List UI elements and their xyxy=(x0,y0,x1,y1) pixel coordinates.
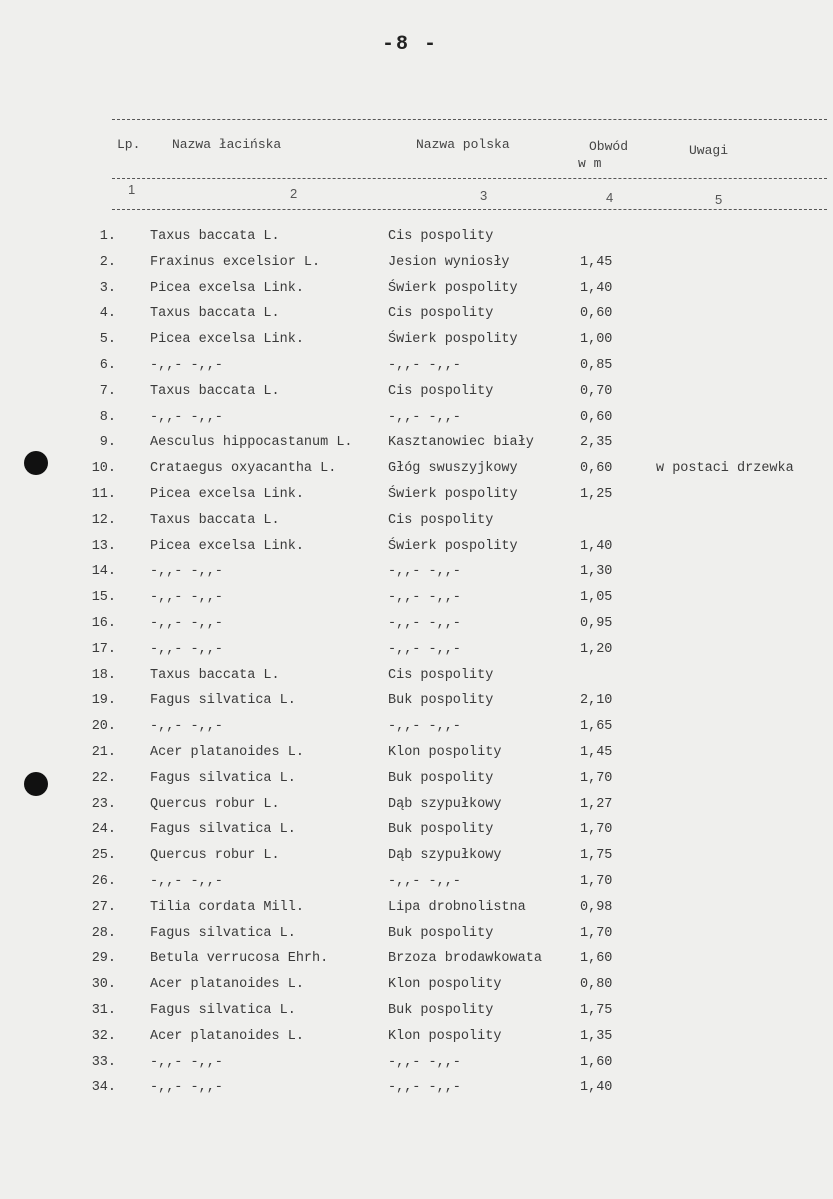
row-lp: 34. xyxy=(91,1080,116,1096)
table-row xyxy=(0,513,833,539)
row-obwod: 2,10 xyxy=(580,693,613,709)
row-latin: Tilia cordata Mill. xyxy=(150,899,304,915)
row-obwod: 0,98 xyxy=(580,899,613,915)
row-latin: -,,- -,,- xyxy=(150,590,223,606)
row-latin: -,,- -,,- xyxy=(150,874,223,889)
row-lp: 32. xyxy=(91,1028,116,1044)
row-latin: Taxus baccata L. xyxy=(150,512,280,528)
row-polish: -,,- -,,- xyxy=(388,358,461,373)
row-latin: Quercus robur L. xyxy=(150,796,280,812)
row-latin: Fagus silvatica L. xyxy=(150,822,296,838)
header-rule xyxy=(112,178,827,179)
row-latin: Taxus baccata L. xyxy=(150,383,280,399)
row-lp: 18. xyxy=(91,667,116,683)
row-lp: 29. xyxy=(91,951,116,967)
table-row xyxy=(0,797,833,823)
row-latin: -,,- -,,- xyxy=(150,641,223,657)
row-obwod: 1,65 xyxy=(580,719,613,735)
header-lp: Lp. xyxy=(117,137,141,152)
row-polish: -,,- -,,- xyxy=(388,641,461,657)
row-lp: 4. xyxy=(99,306,116,322)
row-obwod: 1,75 xyxy=(580,848,613,864)
row-lp: 6. xyxy=(99,358,116,373)
row-obwod: 1,75 xyxy=(580,1003,613,1018)
table-row xyxy=(0,900,833,926)
row-obwod: 0,60 xyxy=(580,409,613,425)
row-lp: 33. xyxy=(91,1054,116,1070)
row-latin: -,,- -,,- xyxy=(150,1080,223,1096)
table-row xyxy=(0,926,833,952)
row-polish: -,,- -,,- xyxy=(388,590,461,606)
row-obwod: 1,70 xyxy=(580,925,613,941)
row-polish: Klon pospolity xyxy=(388,1028,502,1044)
row-latin: -,,- -,,- xyxy=(150,358,223,373)
row-lp: 3. xyxy=(99,280,116,296)
row-polish: Buk pospolity xyxy=(388,822,494,838)
row-lp: 26. xyxy=(91,874,116,889)
row-obwod: 1,70 xyxy=(580,770,613,786)
table-row xyxy=(0,616,833,642)
row-latin: -,,- -,,- xyxy=(150,564,223,580)
table-row xyxy=(0,874,833,900)
table-row xyxy=(0,745,833,771)
table-top-rule xyxy=(112,119,827,120)
row-polish: -,,- -,,- xyxy=(388,564,461,580)
table-row xyxy=(0,642,833,668)
row-polish: Cis pospolity xyxy=(388,512,494,528)
table-row xyxy=(0,977,833,1003)
row-obwod: 1,05 xyxy=(580,590,613,606)
row-polish: -,,- -,,- xyxy=(388,1080,461,1096)
row-obwod: 1,40 xyxy=(580,1080,613,1096)
row-lp: 16. xyxy=(91,616,116,631)
table-row xyxy=(0,332,833,358)
row-obwod: 1,60 xyxy=(580,1054,613,1070)
row-lp: 12. xyxy=(91,512,116,528)
row-obwod: 1,27 xyxy=(580,796,613,812)
row-latin: Taxus baccata L. xyxy=(150,229,280,244)
row-lp: 1. xyxy=(99,229,116,244)
row-latin: Taxus baccata L. xyxy=(150,306,280,322)
row-polish: -,,- -,,- xyxy=(388,616,461,631)
row-polish: Świerk pospolity xyxy=(388,487,518,502)
row-obwod: 1,35 xyxy=(580,1028,613,1044)
row-polish: Buk pospolity xyxy=(388,1003,494,1018)
row-latin: -,,- -,,- xyxy=(150,409,223,425)
header-polish-name: Nazwa polska xyxy=(416,137,510,152)
row-lp: 30. xyxy=(91,977,116,993)
column-number-3: 3 xyxy=(480,188,488,203)
table-row xyxy=(0,848,833,874)
page-number: -8 - xyxy=(382,33,439,56)
row-polish: Kasztanowiec biały xyxy=(388,435,534,451)
header-circumference-unit: w m xyxy=(578,156,602,171)
table-row xyxy=(0,1029,833,1055)
row-obwod: 2,35 xyxy=(580,435,613,451)
row-polish: Cis pospolity xyxy=(388,229,494,244)
row-obwod: 0,80 xyxy=(580,977,613,993)
row-polish: Dąb szypułkowy xyxy=(388,848,502,864)
row-latin: Picea excelsa Link. xyxy=(150,487,304,502)
table-row xyxy=(0,358,833,384)
row-obwod: 1,60 xyxy=(580,951,613,967)
table-row xyxy=(0,281,833,307)
row-polish: Świerk pospolity xyxy=(388,280,518,296)
row-latin: Picea excelsa Link. xyxy=(150,332,304,348)
row-lp: 31. xyxy=(91,1003,116,1018)
row-obwod: 1,00 xyxy=(580,332,613,348)
row-obwod: 1,20 xyxy=(580,641,613,657)
row-obwod: 0,60 xyxy=(580,461,613,477)
header-circumference: Obwód xyxy=(589,139,629,154)
row-polish: Cis pospolity xyxy=(388,667,494,683)
row-lp: 21. xyxy=(91,745,116,760)
table-row xyxy=(0,487,833,513)
table-row xyxy=(0,771,833,797)
row-latin: Acer platanoides L. xyxy=(150,745,304,760)
row-obwod: 0,60 xyxy=(580,306,613,322)
table-row xyxy=(0,564,833,590)
table-row xyxy=(0,822,833,848)
table-row xyxy=(0,668,833,694)
row-latin: Fraxinus excelsior L. xyxy=(150,254,321,270)
column-number-rule xyxy=(112,209,827,210)
row-lp: 17. xyxy=(91,641,116,657)
header-notes: Uwagi xyxy=(689,143,729,158)
row-polish: Buk pospolity xyxy=(388,693,494,709)
row-polish: Buk pospolity xyxy=(388,925,494,941)
row-polish: -,,- -,,- xyxy=(388,409,461,425)
row-obwod: 0,95 xyxy=(580,616,613,631)
row-obwod: 1,40 xyxy=(580,280,613,296)
row-lp: 24. xyxy=(91,822,116,838)
row-lp: 10. xyxy=(91,461,116,477)
row-latin: Taxus baccata L. xyxy=(150,667,280,683)
row-obwod: 1,45 xyxy=(580,254,613,270)
table-row xyxy=(0,1003,833,1029)
row-latin: Crataegus oxyacantha L. xyxy=(150,461,337,477)
row-lp: 27. xyxy=(91,899,116,915)
row-lp: 5. xyxy=(99,332,116,348)
row-lp: 14. xyxy=(91,564,116,580)
row-polish: Klon pospolity xyxy=(388,745,502,760)
table-row xyxy=(0,229,833,255)
table-row xyxy=(0,384,833,410)
row-lp: 19. xyxy=(91,693,116,709)
row-obwod: 1,30 xyxy=(580,564,613,580)
row-lp: 20. xyxy=(91,719,116,735)
row-latin: -,,- -,,- xyxy=(150,616,223,631)
row-lp: 13. xyxy=(91,538,116,554)
row-obwod: 0,70 xyxy=(580,383,613,399)
row-polish: -,,- -,,- xyxy=(388,874,461,889)
row-lp: 22. xyxy=(91,770,116,786)
row-polish: Klon pospolity xyxy=(388,977,502,993)
row-lp: 28. xyxy=(91,925,116,941)
row-lp: 7. xyxy=(99,383,116,399)
table-row xyxy=(0,590,833,616)
row-lp: 9. xyxy=(99,435,116,451)
table-row xyxy=(0,1080,833,1106)
row-polish: Głóg swuszyjkowy xyxy=(388,461,518,477)
row-obwod: 0,85 xyxy=(580,358,613,373)
row-polish: Buk pospolity xyxy=(388,770,494,786)
row-latin: Fagus silvatica L. xyxy=(150,925,296,941)
row-polish: Jesion wyniosły xyxy=(388,254,510,270)
row-latin: Aesculus hippocastanum L. xyxy=(150,435,353,451)
table-row xyxy=(0,461,833,487)
row-polish: Cis pospolity xyxy=(388,383,494,399)
row-lp: 11. xyxy=(91,487,116,502)
row-polish: Brzoza brodawkowata xyxy=(388,951,542,967)
row-latin: Picea excelsa Link. xyxy=(150,538,304,554)
row-lp: 15. xyxy=(91,590,116,606)
table-row xyxy=(0,719,833,745)
table-row xyxy=(0,951,833,977)
table-row xyxy=(0,435,833,461)
row-obwod: 1,40 xyxy=(580,538,613,554)
row-latin: -,,- -,,- xyxy=(150,1054,223,1070)
row-latin: Quercus robur L. xyxy=(150,848,280,864)
row-polish: Dąb szypułkowy xyxy=(388,796,502,812)
row-obwod: 1,70 xyxy=(580,874,613,889)
row-latin: Acer platanoides L. xyxy=(150,977,304,993)
column-number-5: 5 xyxy=(715,192,723,207)
table-row xyxy=(0,693,833,719)
table-row xyxy=(0,539,833,565)
column-number-1: 1 xyxy=(128,182,136,197)
row-latin: Fagus silvatica L. xyxy=(150,770,296,786)
row-latin: -,,- -,,- xyxy=(150,719,223,735)
table-row xyxy=(0,255,833,281)
row-lp: 23. xyxy=(91,796,116,812)
row-lp: 25. xyxy=(91,848,116,864)
column-number-4: 4 xyxy=(606,190,614,205)
row-latin: Fagus silvatica L. xyxy=(150,1003,296,1018)
row-latin: Fagus silvatica L. xyxy=(150,693,296,709)
row-polish: Świerk pospolity xyxy=(388,332,518,348)
row-polish: Cis pospolity xyxy=(388,306,494,322)
row-polish: -,,- -,,- xyxy=(388,719,461,735)
row-obwod: 1,70 xyxy=(580,822,613,838)
row-uwagi: w postaci drzewka xyxy=(656,461,794,477)
table-row xyxy=(0,410,833,436)
row-polish: Lipa drobnolistna xyxy=(388,899,526,915)
row-latin: Picea excelsa Link. xyxy=(150,280,304,296)
row-polish: -,,- -,,- xyxy=(388,1054,461,1070)
row-lp: 2. xyxy=(99,254,116,270)
row-latin: Betula verrucosa Ehrh. xyxy=(150,951,329,967)
row-obwod: 1,45 xyxy=(580,745,613,760)
table-row xyxy=(0,1055,833,1081)
table-row xyxy=(0,306,833,332)
header-latin-name: Nazwa łacińska xyxy=(172,137,282,152)
column-number-2: 2 xyxy=(290,186,298,201)
row-lp: 8. xyxy=(99,409,116,425)
row-obwod: 1,25 xyxy=(580,487,613,502)
row-polish: Świerk pospolity xyxy=(388,538,518,554)
row-latin: Acer platanoides L. xyxy=(150,1028,304,1044)
